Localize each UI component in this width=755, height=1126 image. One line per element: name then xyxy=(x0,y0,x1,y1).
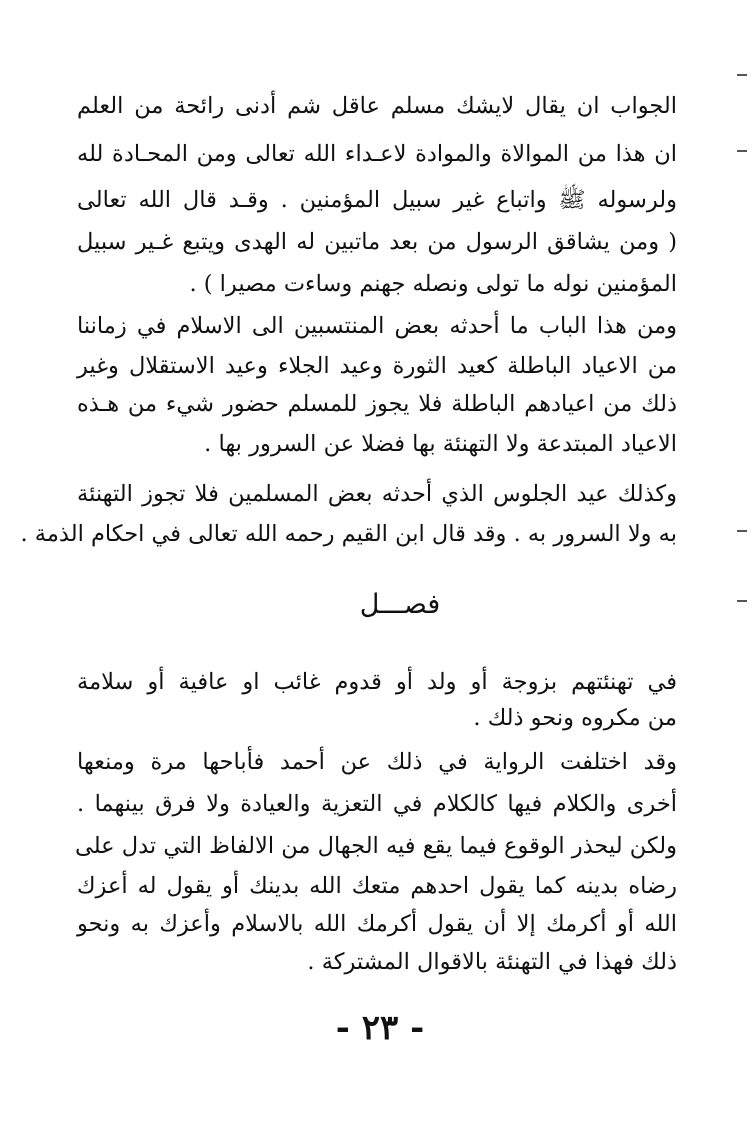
text-line: وكذلك عيد الجلوس الذي أحدثه بعض المسلمين فلا تجوز التهنئة xyxy=(77,481,677,507)
text-line: من مكروه ونحو ذلك . xyxy=(473,705,677,731)
text-line: به ولا السرور به . وقد قال ابن القيم رحمه الله تعالى في احكام الذمة . xyxy=(20,521,677,547)
text-line: ولكن ليحذر الوقوع فيما يقع فيه الجهال من الالفاظ التي تدل على xyxy=(74,833,677,859)
scan-edge-mark xyxy=(737,600,747,602)
text-line: وقد اختلفت الرواية في ذلك عن أحمد فأباحها مرة ومنعها xyxy=(77,749,677,775)
text-line: في تهنئتهم بزوجة أو ولد أو قدوم غائب او عافية أو سلامة xyxy=(77,669,677,695)
text-line: ومن هذا الباب ما أحدثه بعض المنتسبين الى الاسلام في زماننا xyxy=(77,313,677,339)
scan-edge-mark xyxy=(737,530,747,532)
text-line: رضاه بدينه كما يقول احدهم متعك الله بدينك أو يقول له أعزك xyxy=(77,873,677,899)
text-line: ذلك من اعيادهم الباطلة فلا يجوز للمسلم حضور شيء من هـذه xyxy=(77,391,677,417)
text-line: الاعياد المبتدعة ولا التهنئة بها فضلا عن السرور بها . xyxy=(204,431,677,457)
text-line: ولرسوله ﷺ واتباع غير سبيل المؤمنين . وقـد قال الله تعالى xyxy=(77,187,677,213)
text-line: أخرى والكلام فيها كالكلام في التعزية والعيادة ولا فرق بينهما . xyxy=(77,791,677,817)
section-heading: فصـــل xyxy=(359,589,441,620)
scan-edge-mark xyxy=(737,74,747,76)
page-number: - ٢٣ - xyxy=(335,1008,425,1048)
text-line: الله أو أكرمك إلا أن يقول أكرمك الله بالاسلام وأعزك به ونحو xyxy=(77,911,677,937)
text-line: ( ومن يشاقق الرسول من بعد ماتبين له الهدى ويتبع غـير سبيل xyxy=(77,229,677,255)
text-line: الجواب ان يقال لايشك مسلم عاقل شم أدنى رائحة من العلم xyxy=(77,93,677,119)
text-line: المؤمنين نوله ما تولى ونصله جهنم وساءت مصيرا ) . xyxy=(189,271,677,297)
text-line: من الاعياد الباطلة كعيد الثورة وعيد الجلاء وعيد الاستقلال وغير xyxy=(77,353,677,379)
text-line: ان هذا من الموالاة والموادة لاعـداء الله تعالى ومن المحـادة لله xyxy=(77,141,677,167)
scan-edge-mark xyxy=(737,150,747,152)
text-line: ذلك فهذا في التهنئة بالاقوال المشتركة . xyxy=(307,949,677,975)
